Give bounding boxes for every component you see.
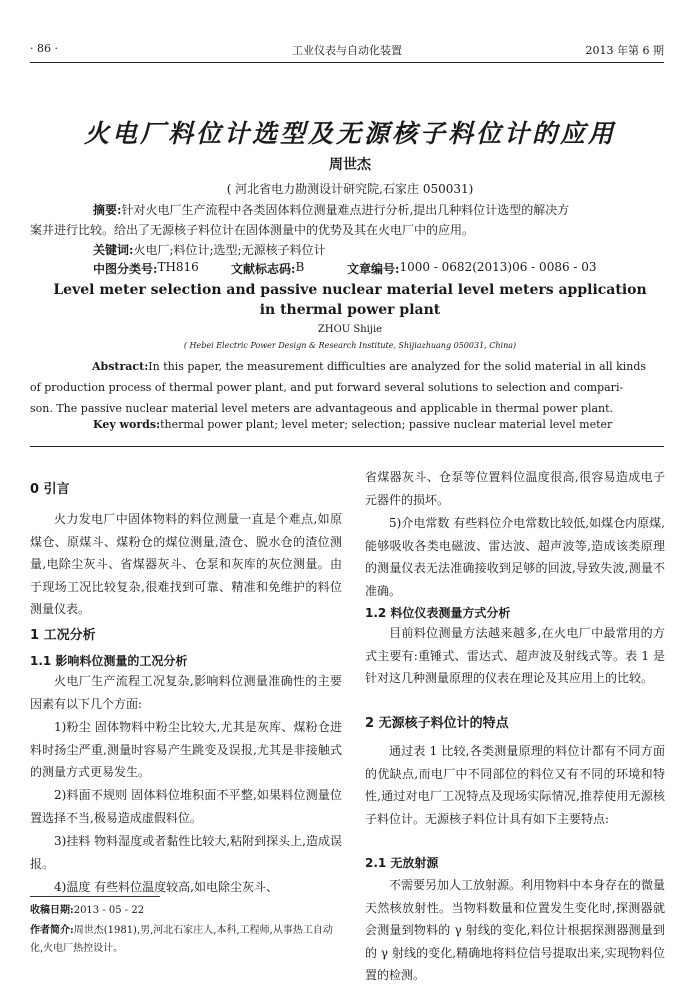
abstract-en-label: Abstract:: [92, 360, 149, 373]
clc-label: 中图分类号:: [93, 262, 158, 276]
doc-code-label: 文献标志码:: [231, 262, 296, 276]
paragraph-2-1: 不需要另加人工放射源。利用物料中本身存在的微量天然核放射性。当物料数量和位置发生变化时,探测器就会测量到物料的 γ 射线的变化,料位计根据探测器测量到的 γ 射线的变化,精确地将料位信号提取出来,实现物料位置的检测。: [365, 878, 666, 983]
author-cn: 周世杰: [329, 157, 371, 173]
title-en-line1: Level meter selection and passive nuclear material level meters application: [53, 282, 647, 298]
clc-value: TH816: [157, 260, 199, 274]
affiliation-en: ( Hebei Electric Power Design & Research Institute, Shijiazhuang 050031, China): [183, 341, 517, 350]
article-number-label: 文章编号:: [347, 262, 400, 276]
paragraph-1-2: 目前料位测量方法越来越多,在火电厂中最常用的方式主要有:重锤式、雷达式、超声波及射线式等。表 1 是针对这几种测量原理的仪表在理论及其应用上的比较。: [365, 626, 665, 686]
right-column: [365, 0, 665, 984]
abstract-cn-line2: 案并进行比较。给出了无源核子料位计在固体测量中的优势及其在火电厂中的应用。: [30, 223, 475, 237]
bio-label: 作者简介:: [30, 925, 74, 936]
abstract-cn-text1: 针对火电厂生产流程中各类固体料位测量难点进行分析,提出几种料位计选型的解决方: [121, 203, 570, 217]
abstract-en-text1: In this paper, the measurement difficulties are analyzed for the solid material in all kinds: [148, 360, 647, 373]
keywords-cn-label: 关键词:: [93, 243, 134, 257]
paragraph-uneven-surface: 2)料面不规则 固体料位堆积面不平整,如果料位测量位置选择不当,极易造成虚假料位。: [30, 788, 342, 825]
title-en-line2: in thermal power plant: [259, 302, 441, 318]
paragraph-temperature-cont: 省煤器灰斗、仓泵等位置料位温度很高,很容易造成电子元器件的损坏。: [365, 470, 665, 507]
article-number-value: 1000 - 0682(2013)06 - 0086 - 03: [399, 260, 597, 274]
subsection-1-2-heading: 1.2 料位仪表测量方式分析: [365, 606, 511, 620]
author-en: ZHOU Shijie: [317, 324, 383, 335]
received-label: 收稿日期:: [30, 905, 74, 916]
journal-name: 工业仪表与自动化装置: [292, 44, 402, 57]
affiliation-cn: ( 河北省电力勘测设计研究院,石家庄 050031): [226, 182, 474, 196]
section-0-heading: 0 引言: [30, 482, 70, 497]
intro-paragraph: 火力发电厂中固体物料的料位测量一直是个难点,如原煤仓、原煤斗、煤粉仓的煤位测量,渣仓、脱水仓的渣位测量,电除尘灰斗、省煤器灰斗、仓泵和灰库的灰位测量。由于现场工况比较复杂,很难找到可靠、精准和免维护的料位测量仪表。: [30, 512, 342, 617]
footnote-received: [30, 902, 342, 920]
bio-text: 周世杰(1981),男,河北石家庄人,本科,工程师,从事热工自动化,火电厂热控设计。: [30, 925, 333, 954]
left-column: [30, 0, 342, 984]
subsection-1-1-heading: 1.1 影响料位测量的工况分析: [30, 654, 188, 668]
received-date: 2013 - 05 - 22: [73, 905, 145, 916]
keywords-en-label: Key words:: [93, 418, 161, 431]
subsection-2-1-heading: 2.1 无放射源: [365, 856, 439, 870]
doc-code-value: B: [295, 260, 305, 274]
keywords-cn-text: 火电厂;料位计;选型;无源核子料位计: [133, 243, 326, 257]
paragraph-2: 通过表 1 比较,各类测量原理的料位计都有不同方面的优缺点,而电厂中不同部位的料位又有不同的环境和特性,通过对电厂工况特点及现场实际情况,推荐使用无源核子料位计。无源核子料位计具有如下主要特点:: [365, 744, 665, 826]
paragraph-1-1: 火电厂生产流程工况复杂,影响料位测量准确性的主要因素有以下几个方面:: [30, 674, 342, 711]
paragraph-temperature: 4)温度 有些料位温度较高,如电除尘灰斗、: [54, 880, 278, 894]
footnote-bio: [30, 922, 342, 958]
paragraph-dust: 1)粉尘 固体物料中粉尘比较大,尤其是灰库、煤粉仓进料时扬尘严重,测量时容易产生跳变及误报,尤其是非接触式的测量方式更易发生。: [30, 720, 342, 780]
issue-label: 2013 年第 6 期: [585, 44, 664, 57]
abstract-en-line2: of production process of thermal power plant, and put forward several solutions to selection and compari-: [30, 381, 624, 394]
section-2-heading: 2 无源核子料位计的特点: [365, 716, 509, 731]
paragraph-dielectric: 5)介电常数 有些料位介电常数比较低,如煤仓内原煤,能够吸收各类电磁波、雷达波、超声波等,造成该类原理的测量仪表无法准确接收到足够的回波,导致失波,测量不准确。: [365, 516, 665, 598]
section-1-heading: 1 工况分析: [30, 628, 96, 643]
paragraph-hanging-material: 3)挂料 物料湿度或者黏性比较大,粘附到探头上,造成误报。: [30, 834, 342, 871]
footnote-rule: [30, 896, 160, 897]
title-cn: 火电厂料位计选型及无源核子料位计的应用: [83, 119, 616, 148]
keywords-en-text: thermal power plant; level meter; selection; passive nuclear material level meter: [160, 418, 613, 431]
page-number: · 86 ·: [30, 42, 58, 55]
abstract-cn-label: 摘要:: [93, 203, 122, 217]
abstract-en-line3: son. The passive nuclear material level meters are advantageous and applicable in thermal power plant.: [30, 402, 614, 415]
